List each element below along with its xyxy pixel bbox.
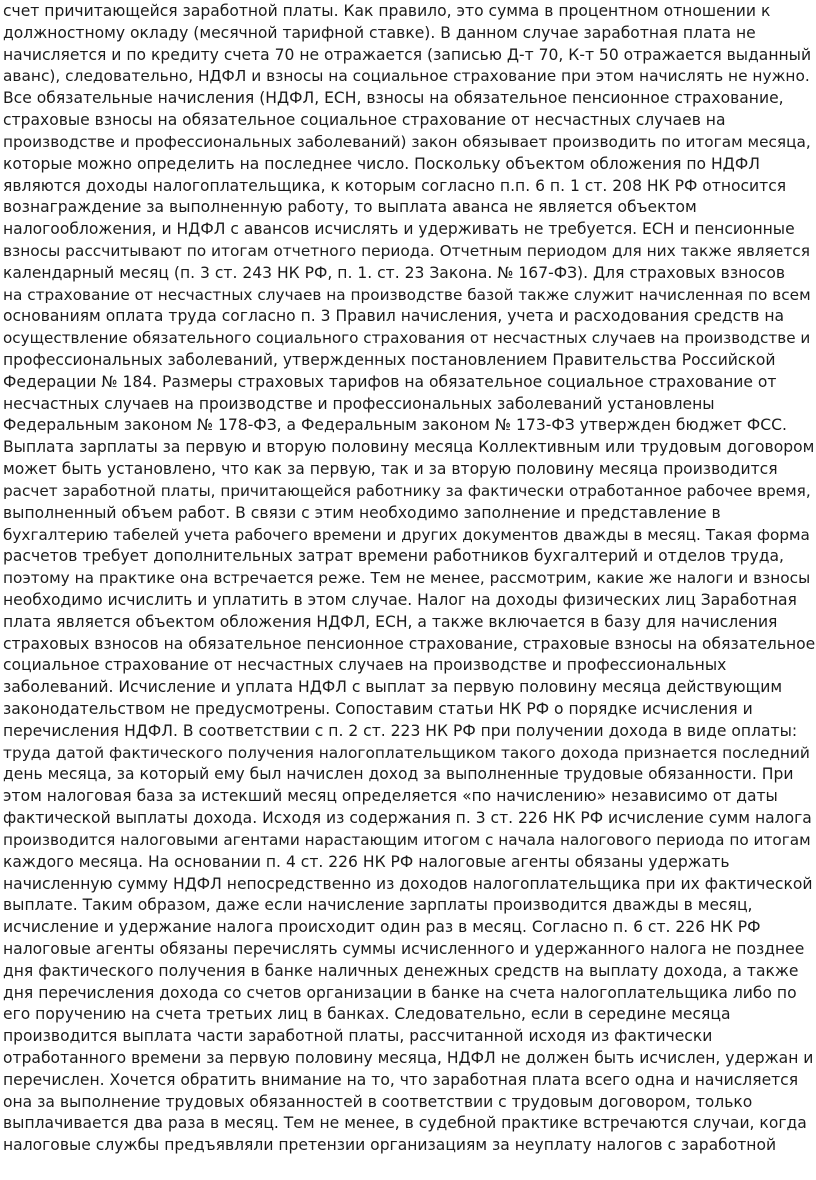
body-text xyxy=(3,1,815,1157)
text-line: основаниям оплата труда согласно п. 3 Правил начисления, учета и расходования средств на xyxy=(3,307,785,326)
text-line: его поручению на счета третьих лиц в банках. Следовательно, если в середине месяца xyxy=(3,1005,731,1024)
text-line: необходимо исчислить и уплатить в этом случае. Налог на доходы физических лиц Заработная xyxy=(3,590,797,609)
text-line: отработанного времени за первую половину месяца, НДФЛ не должен быть исчислен, удержан и xyxy=(3,1049,814,1067)
text-line: налогообложения, и НДФЛ с авансов исчислять и удерживать не требуется. ЕСН и пенсионные xyxy=(3,220,795,239)
text-line: день месяца, за который ему был начислен доход за выполненные трудовые обязанности. При xyxy=(3,765,794,784)
text-line: выплачивается два раза в месяц. Тем не менее, в судебной практике встречаются случаи, когда xyxy=(3,1114,807,1133)
text-line: Все обязательные начисления (НДФЛ, ЕСН, взносы на обязательное пенсионное страхование, xyxy=(3,89,784,108)
text-line: производстве и профессиональных заболеваний) закон обязывает производить по итогам месяца, xyxy=(3,132,811,151)
text-line: осуществление обязательного социального страхования от несчастных случаев на производстве и xyxy=(3,329,811,348)
text-line: выполненный объем работ. В связи с этим необходимо заполнение и представление в xyxy=(3,503,721,522)
text-line: начисленную сумму НДФЛ непосредственно из доходов налогоплательщика при их фактической xyxy=(3,874,813,893)
text-line: бухгалтерию табелей учета рабочего времени и других документов дважды в месяц. Такая форма xyxy=(3,525,810,544)
text-line: Федеральным законом № 178-ФЗ, а Федеральным законом № 173-ФЗ утвержден бюджет ФСС. xyxy=(3,416,787,435)
text-line: производится выплата части заработной платы, рассчитанной исходя из фактически xyxy=(3,1027,713,1046)
text-line: труда датой фактического получения налогоплательщиком такого дохода признается последний xyxy=(3,743,810,762)
text-line: аванс), следовательно, НДФЛ и взносы на социальное страхование при этом начислять не нужно. xyxy=(3,67,810,86)
text-line: на страхование от несчастных случаев на производстве базой также служит начисленная по всем xyxy=(3,285,811,304)
text-line: она за выполнение трудовых обязанностей в соответствии с трудовым договором, только xyxy=(3,1092,753,1111)
text-line: Выплата зарплаты за первую и вторую половину месяца Коллективным или трудовым договором xyxy=(3,438,815,457)
text-line: страховые взносы на обязательное социальное страхование от несчастных случаев на xyxy=(3,111,726,130)
text-line: может быть установлено, что как за первую, так и за вторую половину месяца производится xyxy=(3,460,778,479)
text-line: поэтому на практике она встречается реже. Тем не менее, рассмотрим, какие же налоги и взносы xyxy=(3,569,811,588)
text-line: Федерации № 184. Размеры страховых тарифов на обязательное социальное страхование от xyxy=(3,372,777,391)
text-line: счет причитающейся заработной платы. Как правило, это сумма в процентном отношении к xyxy=(3,2,771,20)
text-line: дня перечисления дохода со счетов организации в банке на счета налогоплательщика либо по xyxy=(3,983,797,1002)
text-line: взносы рассчитывают по итогам отчетного периода. Отчетным периодом для них также является xyxy=(3,241,810,260)
text-line: заболеваний. Исчисление и уплата НДФЛ с выплат за первую половину месяца действующим xyxy=(3,678,783,697)
text-line: социальное страхование от несчастных случаев на производстве и профессиональных xyxy=(3,656,727,675)
text-line: профессиональных заболеваний, утвержденных постановлением Правительства Российской xyxy=(3,351,776,369)
text-line: налоговые службы предъявляли претензии организациям за неуплату налогов с заработной xyxy=(3,1136,777,1155)
text-line: производится налоговыми агентами нарастающим итогом с начала налогового периода по итогам xyxy=(3,830,811,849)
text-line: законодательством не предусмотрены. Сопоставим статьи НК РФ о порядке исчисления и xyxy=(3,700,753,718)
text-line: которые можно определить на последнее число. Поскольку объектом обложения по НДФЛ xyxy=(3,154,760,173)
text-line: расчет заработной платы, причитающейся работнику за фактически отработанное рабочее время, xyxy=(3,481,811,500)
text-line: выплате. Таким образом, даже если начисление зарплаты производится дважды в месяц, xyxy=(3,896,753,915)
text-line: этом налоговая база за истекший месяц определяется «по начислению» независимо от даты xyxy=(3,787,778,806)
text-line: дня фактического получения в банке наличных денежных средств на выплату дохода, а также xyxy=(3,961,799,980)
text-line: должностному окладу (месячной тарифной ставке). В данном случае заработная плата не xyxy=(3,23,756,42)
text-line: являются доходы налогоплательщика, к которым согласно п.п. 6 п. 1 ст. 208 НК РФ относится xyxy=(3,176,787,195)
text-line: вознаграждение за выполненную работу, то выплата аванса не является объектом xyxy=(3,198,697,217)
text-line: плата является объектом обложения НДФЛ, ЕСН, а также включается в базу для начисления xyxy=(3,612,778,631)
text-line: начисляется и по кредиту счета 70 не отражается (записью Д-т 70, К-т 50 отражается выданный xyxy=(3,45,812,64)
text-line: страховых взносов на обязательное пенсионное страхование, страховые взносы на обязательное xyxy=(3,634,816,653)
text-line: исчисление и удержание налога происходит один раз в месяц. Согласно п. 6 ст. 226 НК РФ xyxy=(3,918,761,937)
text-line: перечислен. Хочется обратить внимание на то, что заработная плата всего одна и начисляется xyxy=(3,1070,799,1089)
text-line: несчастных случаев на производстве и профессиональных заболеваний установлены xyxy=(3,394,715,413)
text-line: перечисления НДФЛ. В соответствии с п. 2 ст. 223 НК РФ при получении дохода в виде оплаты: xyxy=(3,721,798,740)
text-line: каждого месяца. На основании п. 4 ст. 226 НК РФ налоговые агенты обязаны удержать xyxy=(3,852,730,871)
text-line: расчетов требует дополнительных затрат времени работников бухгалтерий и отделов труда, xyxy=(3,547,784,566)
text-line: фактической выплаты дохода. Исходя из содержания п. 3 ст. 226 НК РФ исчисление сумм налога xyxy=(3,809,812,828)
text-line: налоговые агенты обязаны перечислять суммы исчисленного и удержанного налога не позднее xyxy=(3,939,805,958)
text-line: календарный месяц (п. 3 ст. 243 НК РФ, п. 1. ст. 23 Закона. № 167-ФЗ). Для страховых взносов xyxy=(3,263,785,282)
